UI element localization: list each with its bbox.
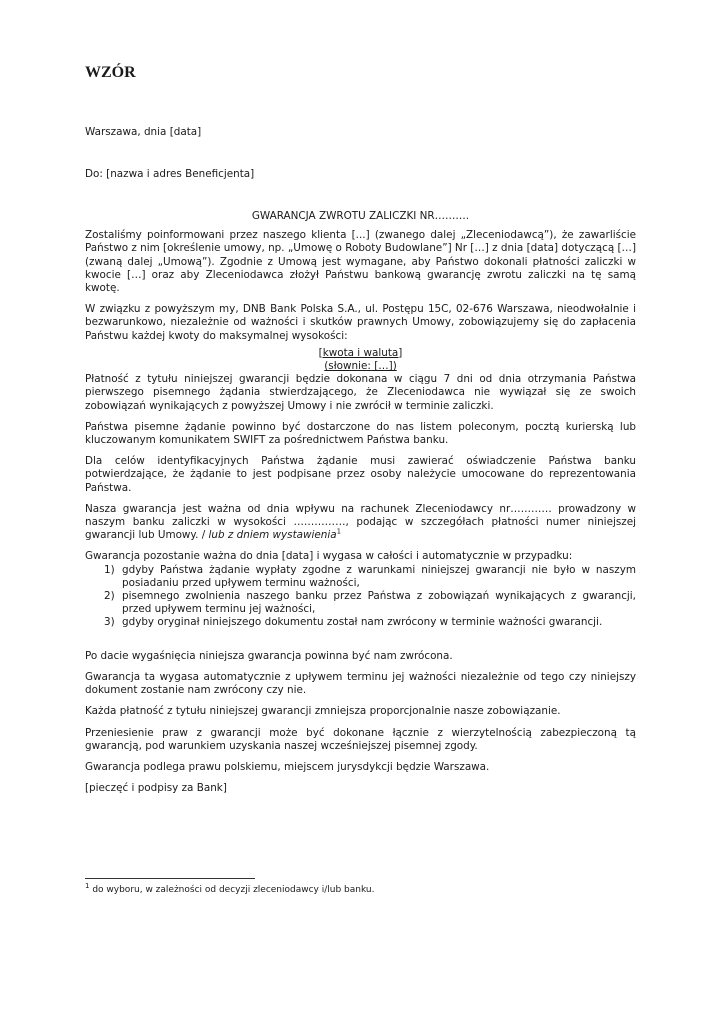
amount-currency: [kwota i waluta] <box>318 346 403 359</box>
validity-start-text: Nasza gwarancja jest ważna od dnia wpływu na rachunek Zleceniodawcy nr………… prowadzony w naszym banku zaliczki w wysokości ……………, podając w szczegółach płatności numer niniejszej gwarancji lub Umowy. / <box>85 502 636 542</box>
list-item-text: pisemnego zwolnienia naszego banku przez Państwa z zobowiązań wynikających z gwarancji, przed upływem terminu jej ważności, <box>122 590 636 616</box>
paragraph-governing-law: Gwarancja podlega prawu polskiemu, miejscem jurysdykcji będzie Warszawa. <box>85 760 490 773</box>
document-body <box>85 210 636 803</box>
list-item <box>85 564 636 590</box>
list-item-number: 3) <box>104 616 115 629</box>
paragraph-proportional-reduction: Każda płatność z tytułu niniejszej gwarancji zmniejsza proporcjonalnie nasze zobowiązanie. <box>85 705 561 718</box>
paragraph-expiry-intro: Gwarancja pozostanie ważna do dnia [data] i wygasa w całości i automatycznie w przypadku: <box>85 550 573 563</box>
recipient-line: Do: [nazwa i adres Beneficjenta] <box>85 168 255 180</box>
footnote-mark: 1 <box>85 882 90 890</box>
amount-in-words: (słownie: […]) <box>324 360 397 373</box>
footnote-text: do wyboru, w zależności od decyzji zleceniodawcy i/lub banku. <box>89 885 375 895</box>
list-item-number: 1) <box>104 563 115 576</box>
paragraph-payment-terms: Płatność z tytułu niniejszej gwarancji będzie dokonana w ciągu 7 dni od dnia otrzymania Państwa pierwszego pisemnego żądania stwierdzającego, że Zleceniodawca nie wywiązał się ze swoich zobowiązań wynikających z powyższej Umowy i nie zwrócił w terminie zaliczki. <box>85 373 636 412</box>
list-item-number: 2) <box>104 590 115 603</box>
footnote-reference: 1 <box>336 527 342 536</box>
list-item <box>85 590 636 616</box>
list-item-text: gdyby Państwa żądanie wypłaty zgodne z warunkami niniejszej gwarancji nie było w naszym posiadaniu przed upływem terminu ważności, <box>122 563 636 589</box>
paragraph-return-after-expiry: Po dacie wygaśnięcia niniejsza gwarancja powinna być nam zwrócona. <box>85 649 453 662</box>
paragraph-identification: Dla celów identyfikacyjnych Państwa żądanie musi zawierać oświadczenie Państwa banku potwierdzające, że żądanie to jest podpisane przez osoby należycie umocowane do reprezentowania Państwa. <box>85 455 636 494</box>
signature-placeholder: [pieczęć i podpisy za Bank] <box>85 782 227 795</box>
list-item <box>85 616 636 629</box>
paragraph-assignment: Przeniesienie praw z gwarancji może być dokonane łącznie z wierzytelnością zabezpieczoną tą gwarancją, pod warunkiem uzyskania naszej wcześniejszej pisemnej zgody. <box>85 726 636 752</box>
paragraph-client-info: Zostaliśmy poinformowani przez naszego klienta [...] (zwanego dalej „Zleceniodawcą”), że zawarliście Państwo z nim [określenie umowy, np. „Umowę o Roboty Budowlane”] Nr […] z dnia [data] dotyczącą […] (zwaną dalej „Umową”). Zgodnie z Umową jest wymagane, aby Państwo dokonali płatności zaliczki w kwocie […] oraz aby Zleceniodawca złożył Państwu bankową gwarancję zwrotu zaliczki na tę samą kwotę. <box>85 229 636 295</box>
place-date: Warszawa, dnia [data] <box>85 126 202 138</box>
paragraph-demand-delivery: Państwa pisemne żądanie powinno być dostarczone do nas listem poleconym, pocztą kurierską lub kluczowanym komunikatem SWIFT za pośrednictwem Państwa banku. <box>85 420 636 447</box>
document-heading: WZÓR <box>85 64 136 81</box>
paragraph-automatic-expiry: Gwarancja ta wygasa automatycznie z upływem terminu jej ważności niezależnie od tego czy niniejszy dokument zostanie nam zwrócony czy nie. <box>85 670 636 697</box>
paragraph-validity-start <box>85 503 636 543</box>
expiry-conditions-list <box>85 564 636 630</box>
footnote <box>85 884 375 897</box>
paragraph-bank-commitment: W związku z powyższym my, DNB Bank Polska S.A., ul. Postępu 15C, 02-676 Warszawa, nieodwołalnie i bezwarunkowo, niezależnie od ważności i skutków prawnych Umowy, zobowiązujemy się do zapłacenia Państwu każdej kwoty do maksymalnej wysokości: <box>85 303 636 342</box>
guarantee-title: GWARANCJA ZWROTU ZALICZKI NR………. <box>251 210 470 222</box>
footnote-divider <box>85 878 255 879</box>
validity-start-alternative: lub z dniem wystawienia <box>208 529 337 542</box>
list-item-text: gdyby oryginał niniejszego dokumentu został nam zwrócony w terminie ważności gwarancji. <box>122 616 603 629</box>
